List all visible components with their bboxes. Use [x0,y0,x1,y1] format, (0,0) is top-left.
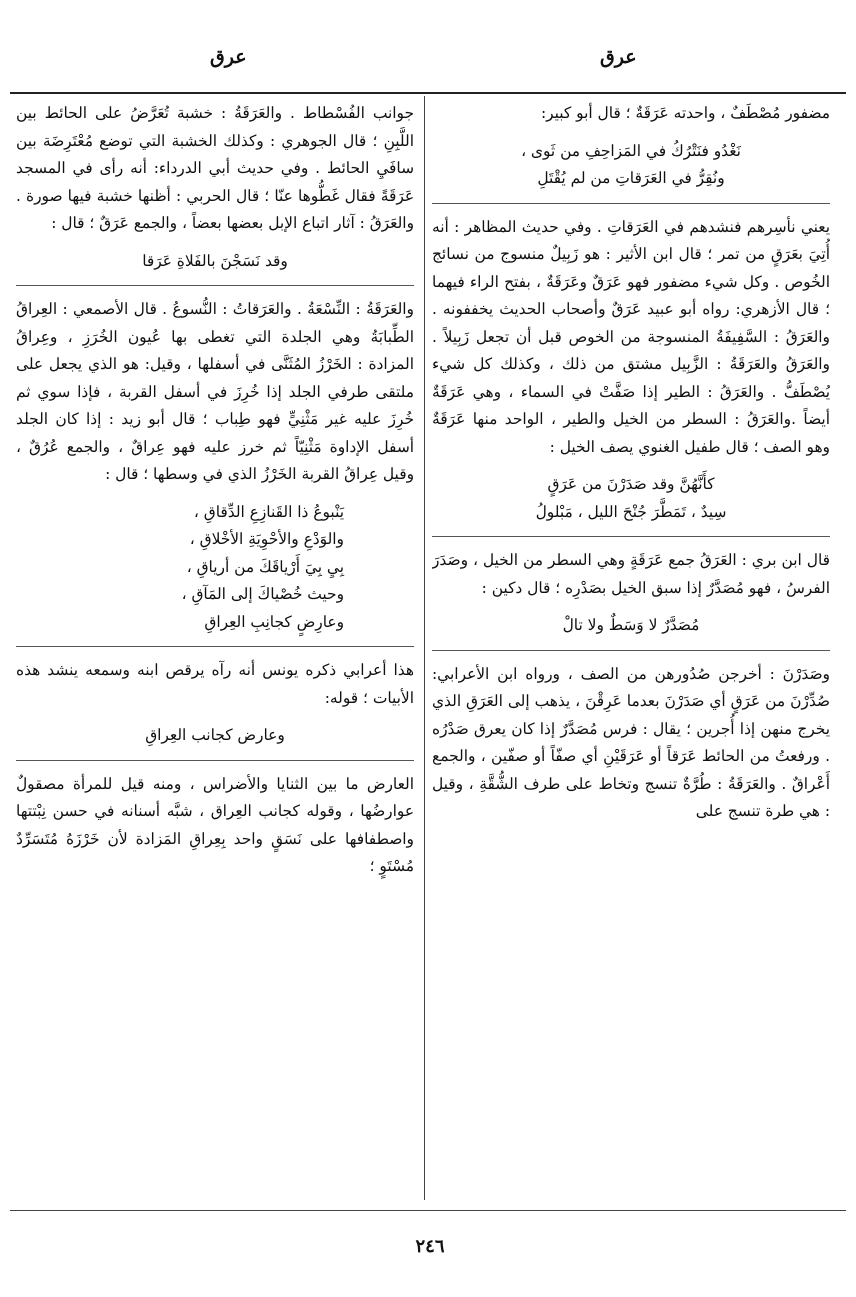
footer-rule [10,1210,846,1211]
verse-line: نَغْدُو فنَتْرُكُ في المَزاحِفِ من ثَوى ، [521,141,741,160]
section-divider [432,203,830,204]
section-divider [16,646,414,647]
section-divider [432,536,830,537]
section-divider [16,760,414,761]
verse-line: ونُقِرُّ في العَرَقاتِ من لم يُقْتَلِ [537,169,725,187]
verse-block [16,248,414,276]
verse-block [432,471,830,526]
paragraph: جوانب الفُسْطاط . والعَرَقَةُ : خشبة تُعَرَّضُ على الحائط بين اللَّبِنِ ؛ قال الجوهري : وكذلك الخشبة التي توضع مُعْتَرِضَة بين سافَيِ الحائط . وفي حديث أبي الدرداء: أنه رأى في المسجد عَرَقَةً فقال غَطُّوها عنّا ؛ قال الحربي : أظنها خشبة فيها صورة . والعَرَقُ : آثار اتباع الإبل بعضها بعضاً ، والجمع عَرَقٌ ؛ قال : [16,104,414,232]
verse-block [432,612,830,640]
paragraph: وصَدَرْنَ : أخرجن صُدُورهن من الصف ، ورواه ابن الأعرابي: صُدِّرْنَ من عَرَقٍ أي صَدَرْنَ بعدما عَرِقْنَ ، يذهب إلى العَرَقِ الذي يخرج منهن إذا أُجرين ؛ يقال : فرس مُصَدَّرٌ إذا كان يعرق صَدْرُه . ورفعتُ من الحائط عَرَقاً أو عَرَقَيْنِ أي صفّاً أو صفّين ، والجمع أَعْراقٌ . والعَرَقَةُ : طُرَّةٌ تنسج وتخاط على طرف الشُّقَّةِ ، وقيل : هي طرة تنسج على [432,664,830,820]
verse-block [16,499,414,637]
verse-line: والوَدْعِ والأحْوِيَةِ الأخْلاقِ ، [189,530,344,548]
paragraph: العارض ما بين الثنايا والأضراس ، ومنه قيل للمرأة مصقولٌ عوارضُها ، وقوله كجانب العِراق ، شبَّه أسنانه في حسن نِبْتتها واصطفافها على نَسَقٍ واحد بِعِراقِ المَزادة لأن خَرْزَهُ مُتَسَرِّدٌ مُسْتَوٍ ؛ [16,774,414,875]
header-word-right: عرق [600,46,637,68]
paragraph: والعَرَقَةُ : النِّسْعَةُ . والعَرَقاتُ : النُّسوعُ . قال الأصمعي : العِراقُ الطِّبابَةُ وهي الجلدة التي تغطى بها عُيون الخُرَزِ ، وعِراقُ المزادة : الخَرْزُ المُثَنَّى في أسفلها ، وقيل: هو الذي يجعل على ملتقى طرفي الجلد إذا خُرِزَ في أسفل القربة ، فإذا سوي ثم خُرِزَ عليه غير مَثْنِيٍّ فهو طِباب ؛ قال أبو زيد : إذا كان الجلد أسفل الإداوة مَثْنِيّاً ثم خرز عليه فهو عِراقٌ ، والجمع عُرُقٌ ، وقيل عِراقُ القربة الخَرْزُ الذي في وسطها ؛ قال : [16,300,414,483]
verse-line: مُصَدَّرٌ لا وَسَطٌ ولا تالْ [562,616,700,634]
verse-block [432,138,830,193]
right-column [432,100,830,1198]
header-rule [10,92,846,94]
verse-block [16,722,414,750]
section-divider [16,285,414,286]
verse-line: سِيدٌ ، تَمَطَّرَ جُنْحَ الليل ، مَبْلولُ [535,502,727,521]
page-number: ٢٤٦ [415,1236,445,1257]
verse-line: بِيِ بِيَ أَرْياقَكَ من أرياقِ ، [186,557,344,576]
section-divider [432,650,830,651]
verse-line: وقد نَسَجْنَ بالفَلاةِ عَرَقا [142,251,288,270]
verse-line: يَنْبوعُ ذا القَنازِعِ الدِّقاقِ ، [193,502,344,521]
paragraph: يعني نأسِرهم فنشدهم في العَرَقاتِ . وفي حديث المظاهر : أنه أُتِيَ بعَرَقٍ من تمر ؛ قال ابن الأثير : هو زَبِيلٌ منسوج من نسائج الخُوص . وكل شيء مضفور فهو عَرَقٌ وعَرَقَةٌ ، بفتح الراء فيهما ؛ قال الأزهري: رواه أبو عبيد عَرَقٌ وأصحاب الحديث يخففونه . والعَرَقُ : السَّفِيفَةُ المنسوجة من الخوص قبل أن تجعل زَبِيلاً . والعَرَقُ والعَرَقَةُ : الزَّبِيل مشتق من ذلك ، وكذلك كل شيء يُصْطَفُّ . والعَرَقُ : الطير إذا صَفَّتْ في السماء ، وهي عَرَقَةٌ أيضاً .والعَرَقُ : السطر من الخيل والطير ، الواحد منها عَرَقَةٌ وهو الصف ؛ قال طفيل الغنوي يصف الخيل : [432,217,830,456]
verse-line: كأَنَّهُنَّ وقد صَدَرْنَ من عَرَقٍ [547,475,715,493]
verse-line: وحيث خُصْياكَ إلى المَآقِ ، [181,585,344,603]
left-column [16,100,414,1198]
paragraph: قال ابن بري : العَرَقُ جمع عَرَقَةٍ وهي السطر من الخيل ، وصَدَرَ الفرسُ ، فهو مُصَدَّرٌ إذا سبق الخيل بصَدْرِه ؛ قال دكين : [432,551,830,597]
paragraph: هذا أعرابي ذكره يونس أنه رآه يرقص ابنه وسمعه ينشد هذه الأبيات ؛ قوله: [16,661,414,707]
verse-line: وعارِضٍ كجانِبِ العِراقِ [204,612,344,631]
column-divider [424,96,425,1200]
header-word-left: عرق [210,46,247,68]
paragraph: مضفور مُصْطَفٌ ، واحدته عَرَقَةٌ ؛ قال أبو كبير: [540,104,830,122]
verse-line: وعارض كجانب العِراقِ [145,726,285,744]
